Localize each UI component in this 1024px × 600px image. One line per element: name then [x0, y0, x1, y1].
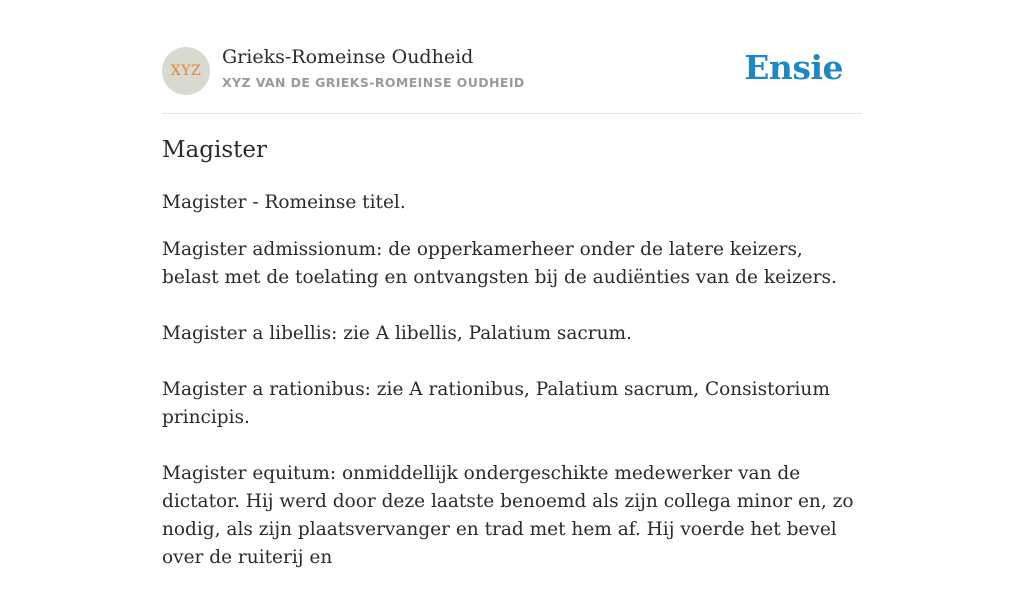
brand-logo-link[interactable]: Ensie — [744, 48, 843, 87]
source-title[interactable]: Grieks-Romeinse Oudheid — [222, 46, 474, 68]
avatar-text: XYZ — [170, 63, 202, 79]
entry-paragraph: Magister admissionum: de opperkamerheer onder de latere keizers, belast met de toelating en ontvangsten bij de audiënties van de keizers. — [162, 239, 837, 288]
source-avatar[interactable] — [162, 47, 210, 95]
source-header — [162, 0, 862, 114]
entry-content — [162, 189, 862, 600]
entry-paragraph: Magister a rationibus: zie A rationibus, Palatium sacrum, Consistorium principis. — [162, 379, 830, 428]
entry-paragraph: Magister equitum: onmiddellijk ondergeschikte medewerker van de dictator. Hij werd door deze laatste benoemd als zijn collega minor en, zo nodig, als zijn plaatsvervanger en trad met hem af. Hij voerde het bevel over de ruiterij en — [162, 463, 854, 568]
entry-page — [162, 0, 862, 568]
entry-paragraph: Magister a libellis: zie A libellis, Palatium sacrum. — [162, 323, 632, 344]
source-subtitle: XYZ VAN DE GRIEKS-ROMEINSE OUDHEID — [222, 75, 525, 90]
entry-intro-paragraph: Magister - Romeinse titel. — [162, 192, 406, 213]
entry-title: Magister — [162, 137, 267, 163]
